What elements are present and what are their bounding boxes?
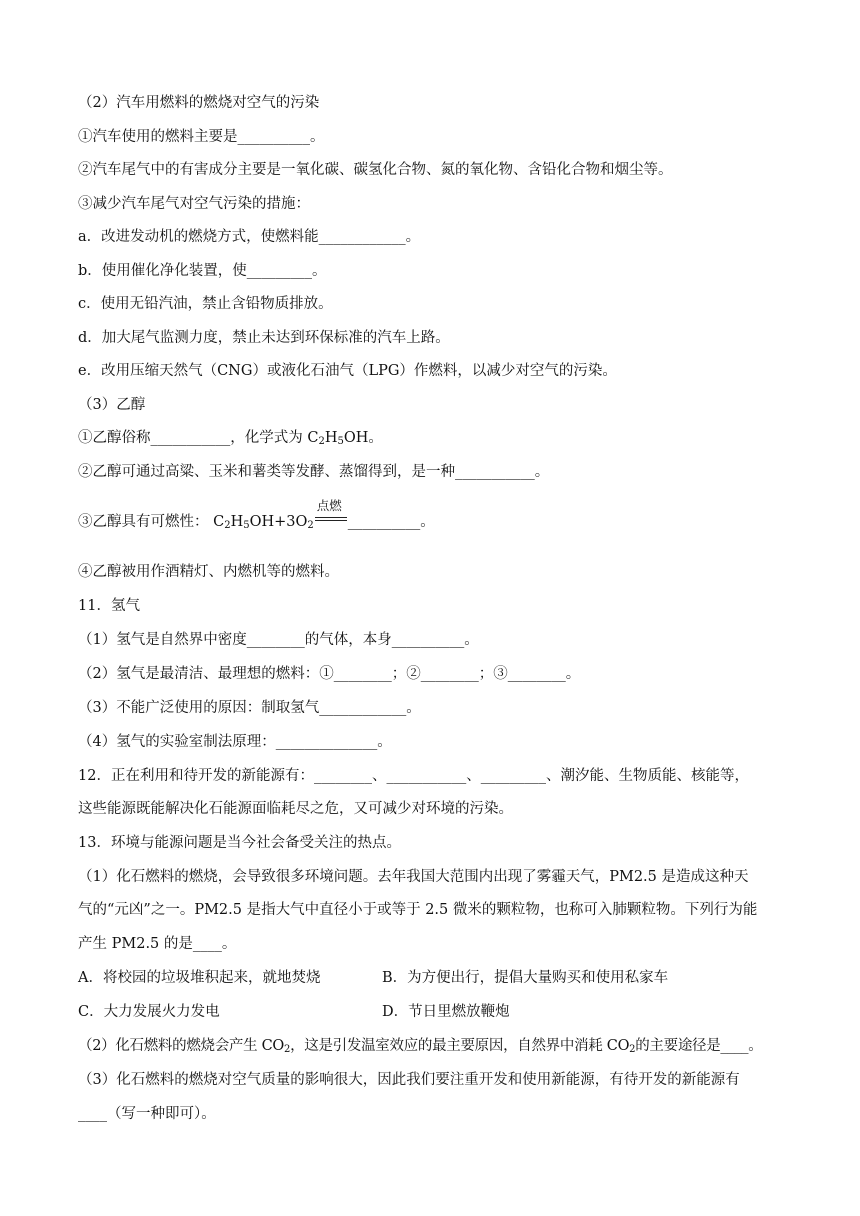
text-segment: OH+3O [249,514,308,530]
text-segment: H [324,430,338,446]
text-line: （1）化石燃料的燃烧，会导致很多环境问题。去年我国大范围内出现了雾霾天气，PM2.5 是造成这种天 [78,869,749,885]
question-13-heading: 13．环境与能源问题是当今社会备受关注的热点。 [78,835,401,851]
text-line: （3）化石燃料的燃烧对空气质量的影响很大，因此我们要注重开发和使用新能源，有待开发的新能源有 [78,1072,740,1088]
subscript: 2 [318,436,325,447]
subscript: 2 [224,520,231,531]
text-segment: （2）化石燃料的燃烧会产生 CO [78,1038,285,1054]
text-segment: OH。 [343,430,383,446]
equals-bar-top [315,517,347,518]
fill-blank-line: ①汽车使用的燃料主要是__________。 [78,129,325,145]
option-c: C．大力发展火力发电 [78,1004,220,1020]
subscript: 5 [337,436,344,447]
section-3-heading: （3）乙醇 [78,397,146,413]
text-line: c．使用无铅汽油，禁止含铅物质排放。 [78,296,333,312]
option-d: D．节日里燃放鞭炮 [382,1004,510,1020]
text-line: ②汽车尾气中的有害成分主要是一氧化碳、碳氢化合物、氮的氧化物、含铅化合物和烟尘等。 [78,162,673,178]
option-b: B．为方便出行，提倡大量购买和使用私家车 [382,970,669,986]
reaction-arrow [314,498,348,532]
section-2-heading: （2）汽车用燃料的燃烧对空气的污染 [78,95,320,111]
co2-question-line [78,1036,762,1056]
text-line: d．加大尾气监测力度，禁止未达到环保标准的汽车上路。 [78,330,450,346]
reaction-condition-label: 点燃 [316,498,342,513]
text-line: ③减少汽车尾气对空气污染的措施： [78,196,310,212]
text-segment: H [230,514,244,530]
text-segment: ①乙醇俗称___________，化学式为 C [78,430,319,446]
fill-blank-line: （3）不能广泛使用的原因：制取氢气____________。 [78,700,421,716]
text-line: e．改用压缩天然气（CNG）或液化石油气（LPG）作燃料，以减少对空气的污染。 [78,363,617,379]
subscript: 2 [307,520,314,531]
fill-blank-line: ②乙醇可通过高粱、玉米和薯类等发酵、蒸馏得到，是一种___________。 [78,464,550,480]
fill-blank-line: （4）氢气的实验室制法原理：______________。 [78,734,392,750]
question-12: 12．正在利用和待开发的新能源有：________、___________、_________、潮汐能、生物质能、核能等， [78,768,749,784]
option-a: A．将校园的垃圾堆积起来，就地焚烧 [78,970,321,986]
text-line: 这些能源既能解决化石能源面临耗尽之危，又可减少对环境的污染。 [78,801,513,817]
fill-blank-line: （2）氢气是最清洁、最理想的燃料：①________；②________；③________。 [78,666,581,682]
equals-bar-bottom [315,520,347,521]
question-11-heading: 11．氢气 [78,598,140,614]
text-segment: 的主要途径是____。 [635,1038,763,1054]
fill-blank-line: a．改进发动机的燃烧方式，使燃料能____________。 [78,229,421,245]
subscript: 2 [629,1044,636,1055]
text-segment: __________。 [347,514,435,530]
fill-blank-line: 产生 PM2.5 的是____。 [78,936,237,952]
text-line: 气的“元凶”之一。PM2.5 是指大气中直径小于或等于 2.5 微米的颗粒物，也称可入肺颗粒物。下列行为能 [78,902,758,918]
fill-blank-line: ____（写一种即可）。 [78,1106,216,1122]
text-segment: ，这是引发温室效应的最主要原因，自然界中消耗 CO [290,1038,630,1054]
subscript: 5 [243,520,250,531]
text-segment: ③乙醇具有可燃性： C [78,514,225,530]
ethanol-formula-line [78,428,383,448]
ethanol-combustion-equation [78,498,435,532]
text-line: ④乙醇被用作酒精灯、内燃机等的燃料。 [78,564,339,580]
fill-blank-line: b．使用催化净化装置，使_________。 [78,263,327,279]
fill-blank-line: （1）氢气是自然界中密度________的气体，本身__________。 [78,632,479,648]
subscript: 2 [284,1044,291,1055]
